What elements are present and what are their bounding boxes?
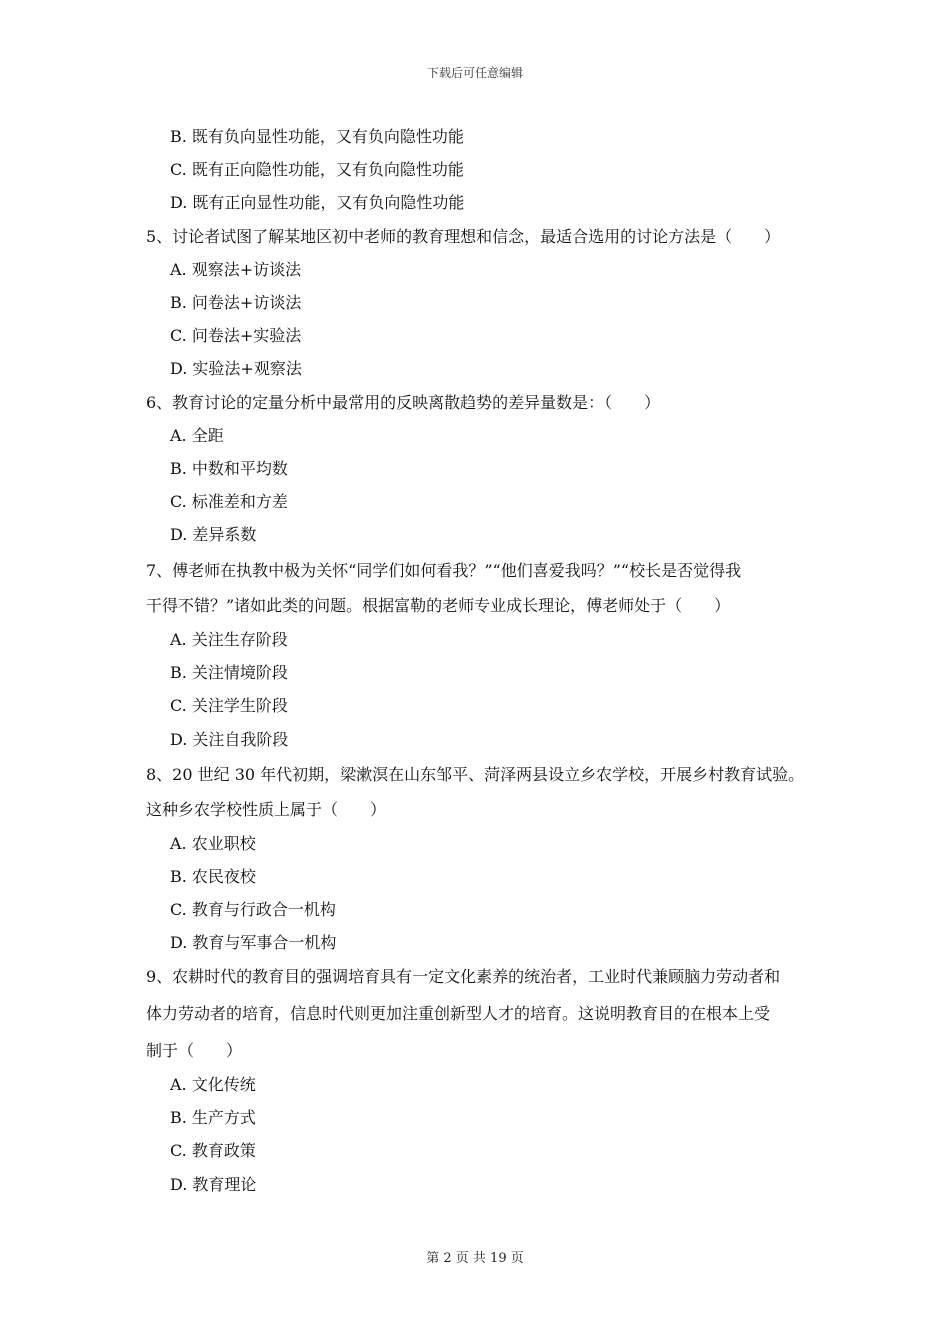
q6-option-c: C. 标准差和方差 <box>170 492 288 511</box>
q7-stem-line-1: 7、傅老师在执教中极为关怀“同学们如何看我？”“他们喜爱我吗？”“校长是否觉得我 <box>146 561 742 580</box>
q6-option-a: A. 全距 <box>170 426 224 445</box>
q9-stem-line-3: 制于（ ） <box>146 1041 243 1060</box>
q7-option-b: B. 关注情境阶段 <box>170 663 288 682</box>
q8-option-c: C. 教育与行政合一机构 <box>170 900 336 919</box>
q7-option-a: A. 关注生存阶段 <box>170 630 288 649</box>
page-header: 下载后可任意编辑 <box>426 66 523 80</box>
q5-option-a: A. 观察法+访谈法 <box>170 260 302 279</box>
q9-stem-line-2: 体力劳动者的培育，信息时代则更加注重创新型人才的培育。这说明教育目的在根本上受 <box>146 1004 771 1023</box>
page-footer: 第 2 页 共 19 页 <box>426 1251 524 1266</box>
q6-option-d: D. 差异系数 <box>170 525 257 544</box>
q8-stem-line-1: 8、20 世纪 30 年代初期，梁漱溟在山东邹平、菏泽两县设立乡农学校，开展乡村教育试验。 <box>146 765 805 784</box>
q6-option-b: B. 中数和平均数 <box>170 459 288 478</box>
q6-stem-line-1: 6、教育讨论的定量分析中最常用的反映离散趋势的差异量数是：（ ） <box>146 393 661 412</box>
q5-option-d: D. 实验法+观察法 <box>170 359 302 378</box>
q4-option-c: C. 既有正向隐性功能，又有负向隐性功能 <box>170 160 464 179</box>
q7-option-c: C. 关注学生阶段 <box>170 696 288 715</box>
q7-stem-line-2: 干得不错？”诸如此类的问题。根据富勒的老师专业成长理论，傅老师处于（ ） <box>146 596 731 615</box>
q9-option-b: B. 生产方式 <box>170 1108 256 1127</box>
q4-option-d: D. 既有正向显性功能，又有负向隐性功能 <box>170 193 465 212</box>
q9-option-a: A. 文化传统 <box>170 1075 256 1094</box>
q8-stem-line-2: 这种乡农学校性质上属于（ ） <box>146 800 387 819</box>
q9-option-d: D. 教育理论 <box>170 1175 257 1194</box>
q8-option-a: A. 农业职校 <box>170 834 256 853</box>
q5-option-b: B. 问卷法+访谈法 <box>170 293 302 312</box>
q5-stem-line-1: 5、讨论者试图了解某地区初中老师的教育理想和信念，最适合选用的讨论方法是（ ） <box>146 227 781 246</box>
q7-option-d: D. 关注自我阶段 <box>170 730 289 749</box>
q8-option-b: B. 农民夜校 <box>170 867 256 886</box>
q9-stem-line-1: 9、农耕时代的教育目的强调培育具有一定文化素养的统治者，工业时代兼顾脑力劳动者和 <box>146 967 781 986</box>
q5-option-c: C. 问卷法+实验法 <box>170 326 302 345</box>
q8-option-d: D. 教育与军事合一机构 <box>170 933 337 952</box>
q4-option-b: B. 既有负向显性功能，又有负向隐性功能 <box>170 127 464 146</box>
q9-option-c: C. 教育政策 <box>170 1141 256 1160</box>
